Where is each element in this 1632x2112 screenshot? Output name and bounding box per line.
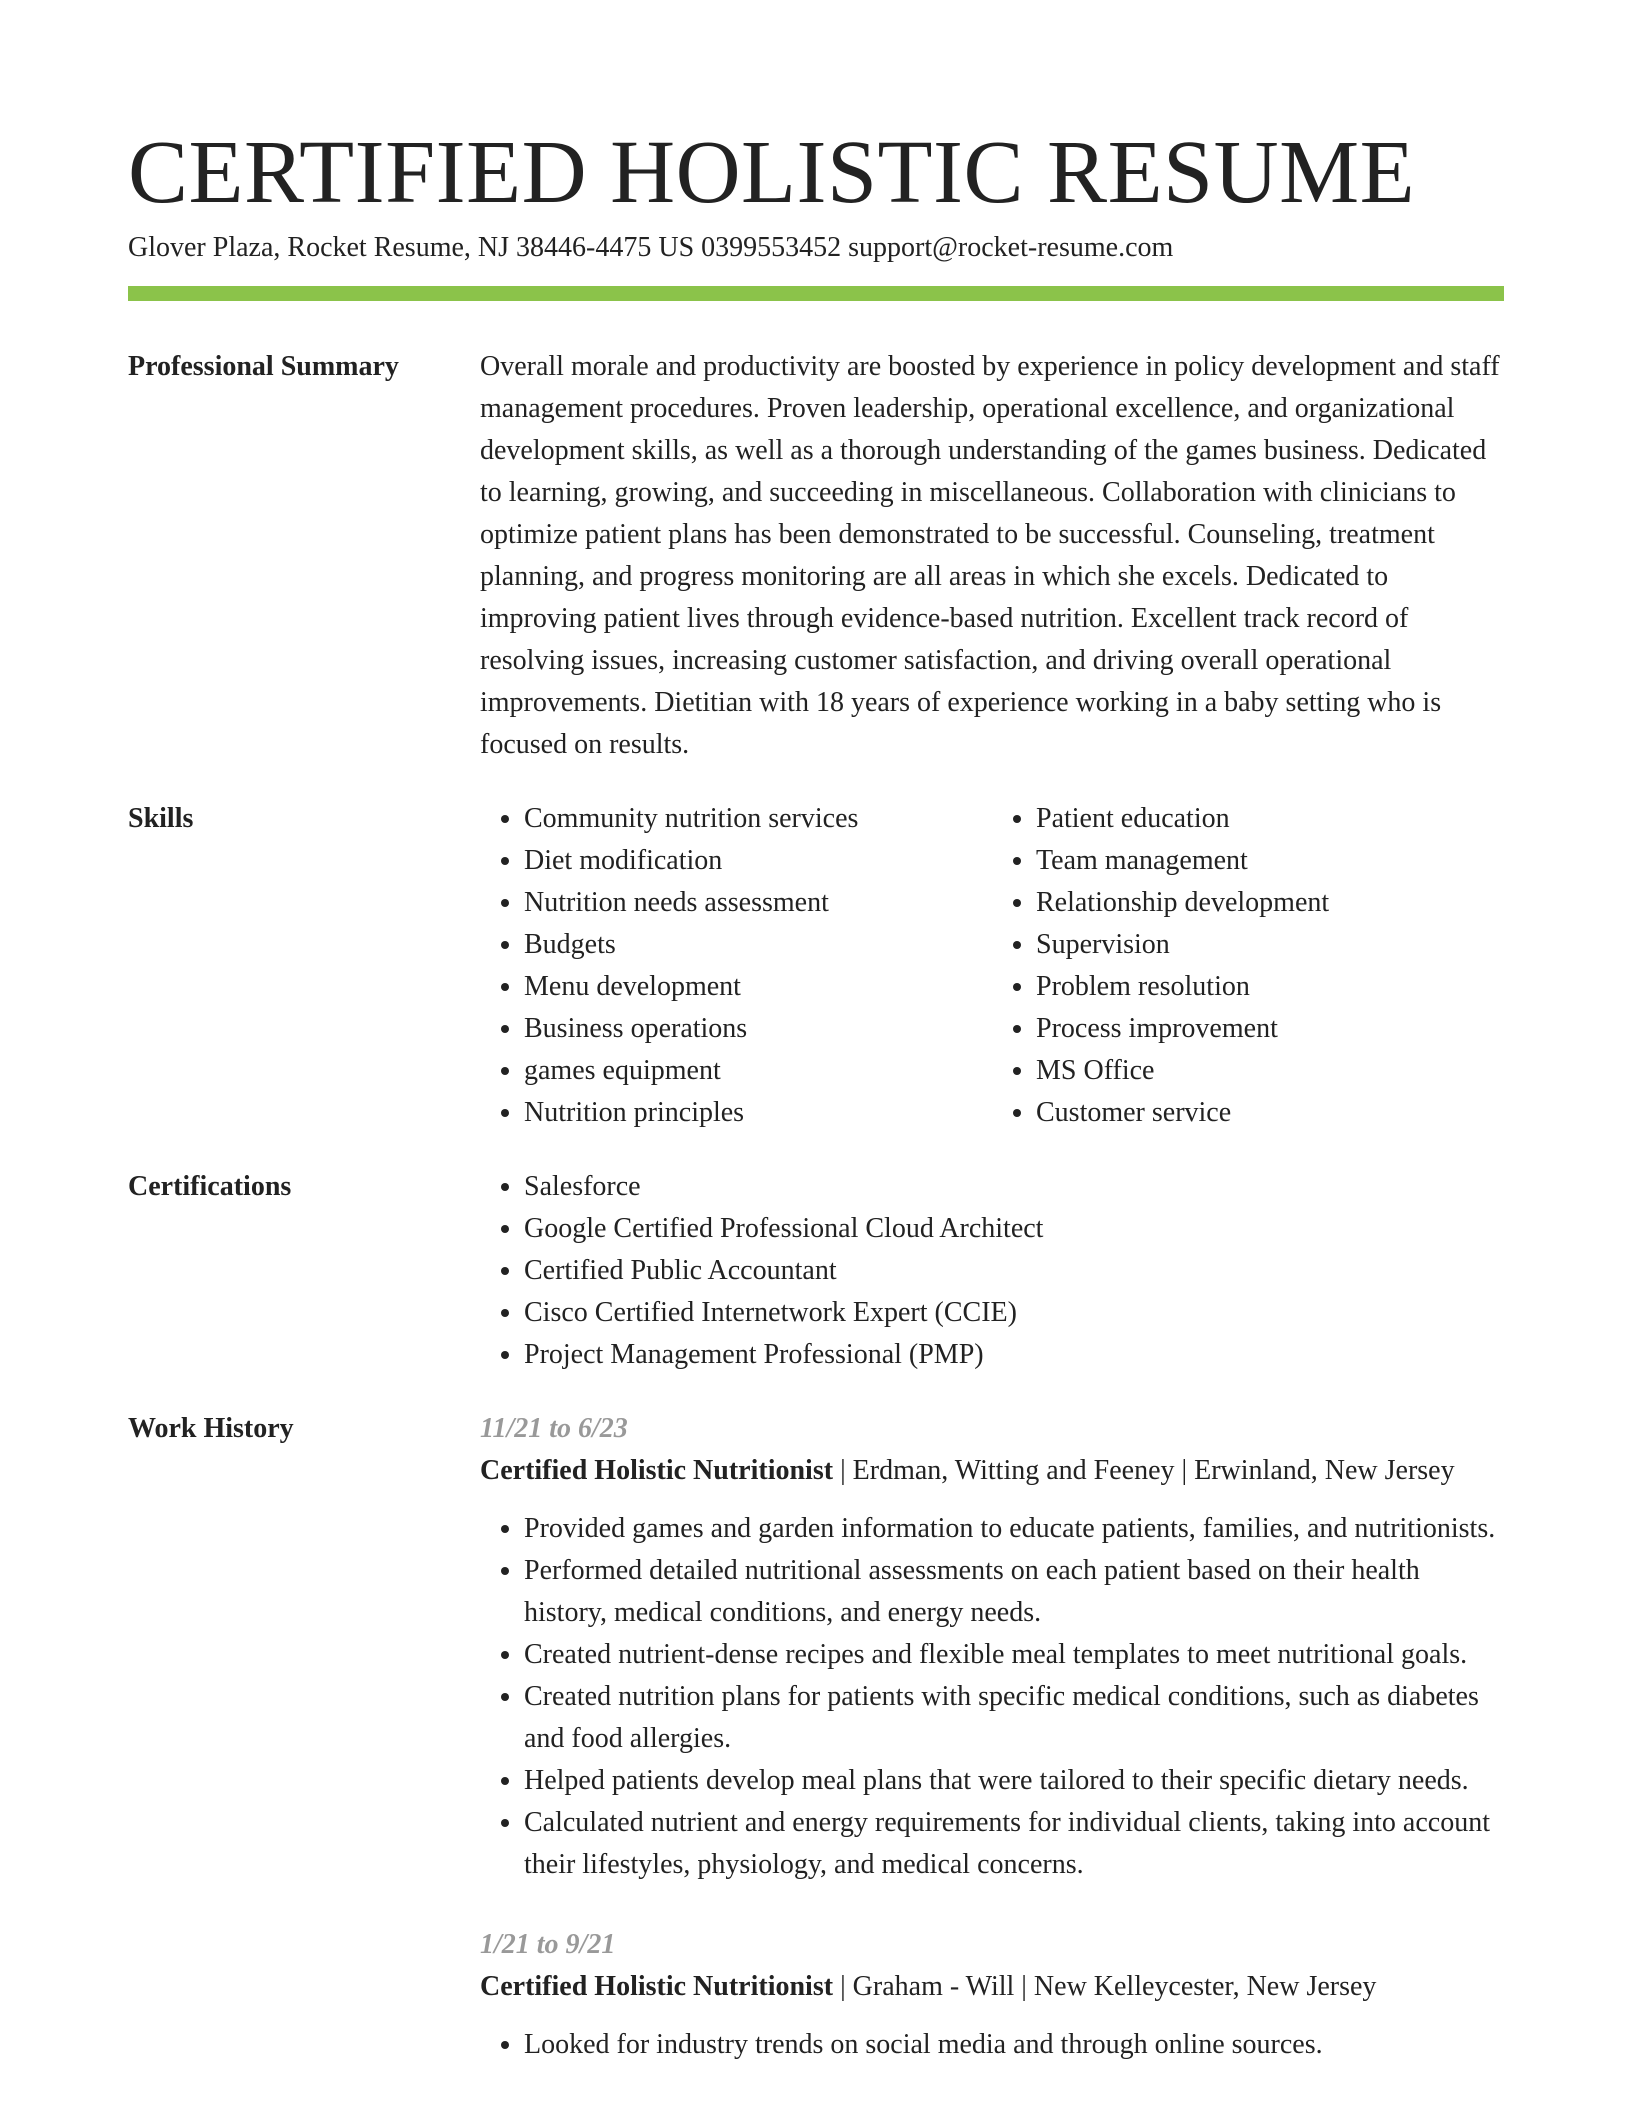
job-heading (480, 1450, 1504, 1492)
skill-item: • Patient education (1036, 798, 1504, 840)
skill-item: • Supervision (1036, 924, 1504, 966)
skill-item: • Community nutrition services (524, 798, 992, 840)
job-bullets (480, 2024, 1504, 2066)
skill-item: • Process improvement (1036, 1008, 1504, 1050)
summary-label: Professional Summary (128, 351, 399, 382)
certification-item: • Certified Public Accountant (524, 1250, 1504, 1292)
skill-item: • Relationship development (1036, 882, 1504, 924)
job-bullet: • Provided games and garden information to educate patients, families, and nutritionists. (524, 1508, 1504, 1550)
skill-item: • Business operations (524, 1008, 992, 1050)
skill-item: • Menu development (524, 966, 992, 1008)
skills-label: Skills (128, 803, 194, 834)
certification-item: • Google Certified Professional Cloud Architect (524, 1208, 1504, 1250)
job-dates: 11/21 to 6/23 (480, 1413, 628, 1444)
work-history-body (480, 1408, 1504, 2104)
job-details: | Erdman, Witting and Feeney | Erwinland, New Jersey (833, 1455, 1455, 1486)
certifications-label: Certifications (128, 1171, 292, 1202)
skill-item: • Nutrition principles (524, 1092, 992, 1134)
certifications-body (480, 1166, 1504, 1376)
certification-item: • Cisco Certified Internetwork Expert (CCIE) (524, 1292, 1504, 1334)
job-bullet: • Created nutrition plans for patients with specific medical conditions, such as diabetes and food allergies. (524, 1676, 1504, 1760)
job-title: Certified Holistic Nutritionist (480, 1455, 834, 1486)
certification-item: • Project Management Professional (PMP) (524, 1334, 1504, 1376)
work-history-label: Work History (128, 1413, 294, 1444)
skill-item: • Budgets (524, 924, 992, 966)
skill-item: • Nutrition needs assessment (524, 882, 992, 924)
job-bullet: • Calculated nutrient and energy requirements for individual clients, taking into account their lifestyles, physiology, and medical concerns. (524, 1802, 1504, 1886)
skills-body (480, 798, 1504, 1134)
skill-item: • Team management (1036, 840, 1504, 882)
job-entry (480, 1408, 1504, 1886)
skill-item: • Problem resolution (1036, 966, 1504, 1008)
job-details: | Graham - Will | New Kelleycester, New Jersey (833, 1971, 1377, 2002)
job-bullet: • Helped patients develop meal plans that were tailored to their specific dietary needs. (524, 1760, 1504, 1802)
certifications-list (480, 1166, 1504, 1376)
summary-text: Overall morale and productivity are boosted by experience in policy development and staff management procedures. Proven leadership, operational excellence, and organizational development skills, as well as a thorough understanding of the games business. Dedicated to learning, growing, and succeeding in miscellaneous. Collaboration with clinicians to optimize patient plans has been demonstrated to be successful. Counseling, treatment planning, and progress monitoring are all areas in which she excels. Dedicated to improving patient lives through evidence-based nutrition. Excellent track record of resolving issues, increasing customer satisfaction, and driving overall operational improvements. Dietitian with 18 years of experience working in a baby setting who is focused on results. (480, 351, 1500, 760)
job-title: Certified Holistic Nutritionist (480, 1971, 834, 2002)
skills-columns (480, 798, 1504, 1134)
resume-title: CERTIFIED HOLISTIC RESUME (128, 123, 1416, 222)
skill-item: • games equipment (524, 1050, 992, 1092)
skills-list-right (992, 798, 1504, 1134)
skills-list-left (480, 798, 992, 1134)
job-bullets (480, 1508, 1504, 1886)
summary-body (480, 346, 1504, 766)
skill-item: • Diet modification (524, 840, 992, 882)
job-bullet: • Performed detailed nutritional assessments on each patient based on their health history, medical conditions, and energy needs. (524, 1550, 1504, 1634)
job-dates: 1/21 to 9/21 (480, 1929, 616, 1960)
job-bullet: • Created nutrient-dense recipes and flexible meal templates to meet nutritional goals. (524, 1634, 1504, 1676)
certification-item: • Salesforce (524, 1166, 1504, 1208)
job-entry (480, 1924, 1504, 2066)
job-bullet: • Looked for industry trends on social media and through online sources. (524, 2024, 1504, 2066)
contact-line: Glover Plaza, Rocket Resume, NJ 38446-4475 US 0399553452 support@rocket-resume.com (128, 232, 1174, 263)
skill-item: • Customer service (1036, 1092, 1504, 1134)
skill-item: • MS Office (1036, 1050, 1504, 1092)
accent-divider (128, 286, 1504, 301)
job-heading (480, 1966, 1504, 2008)
